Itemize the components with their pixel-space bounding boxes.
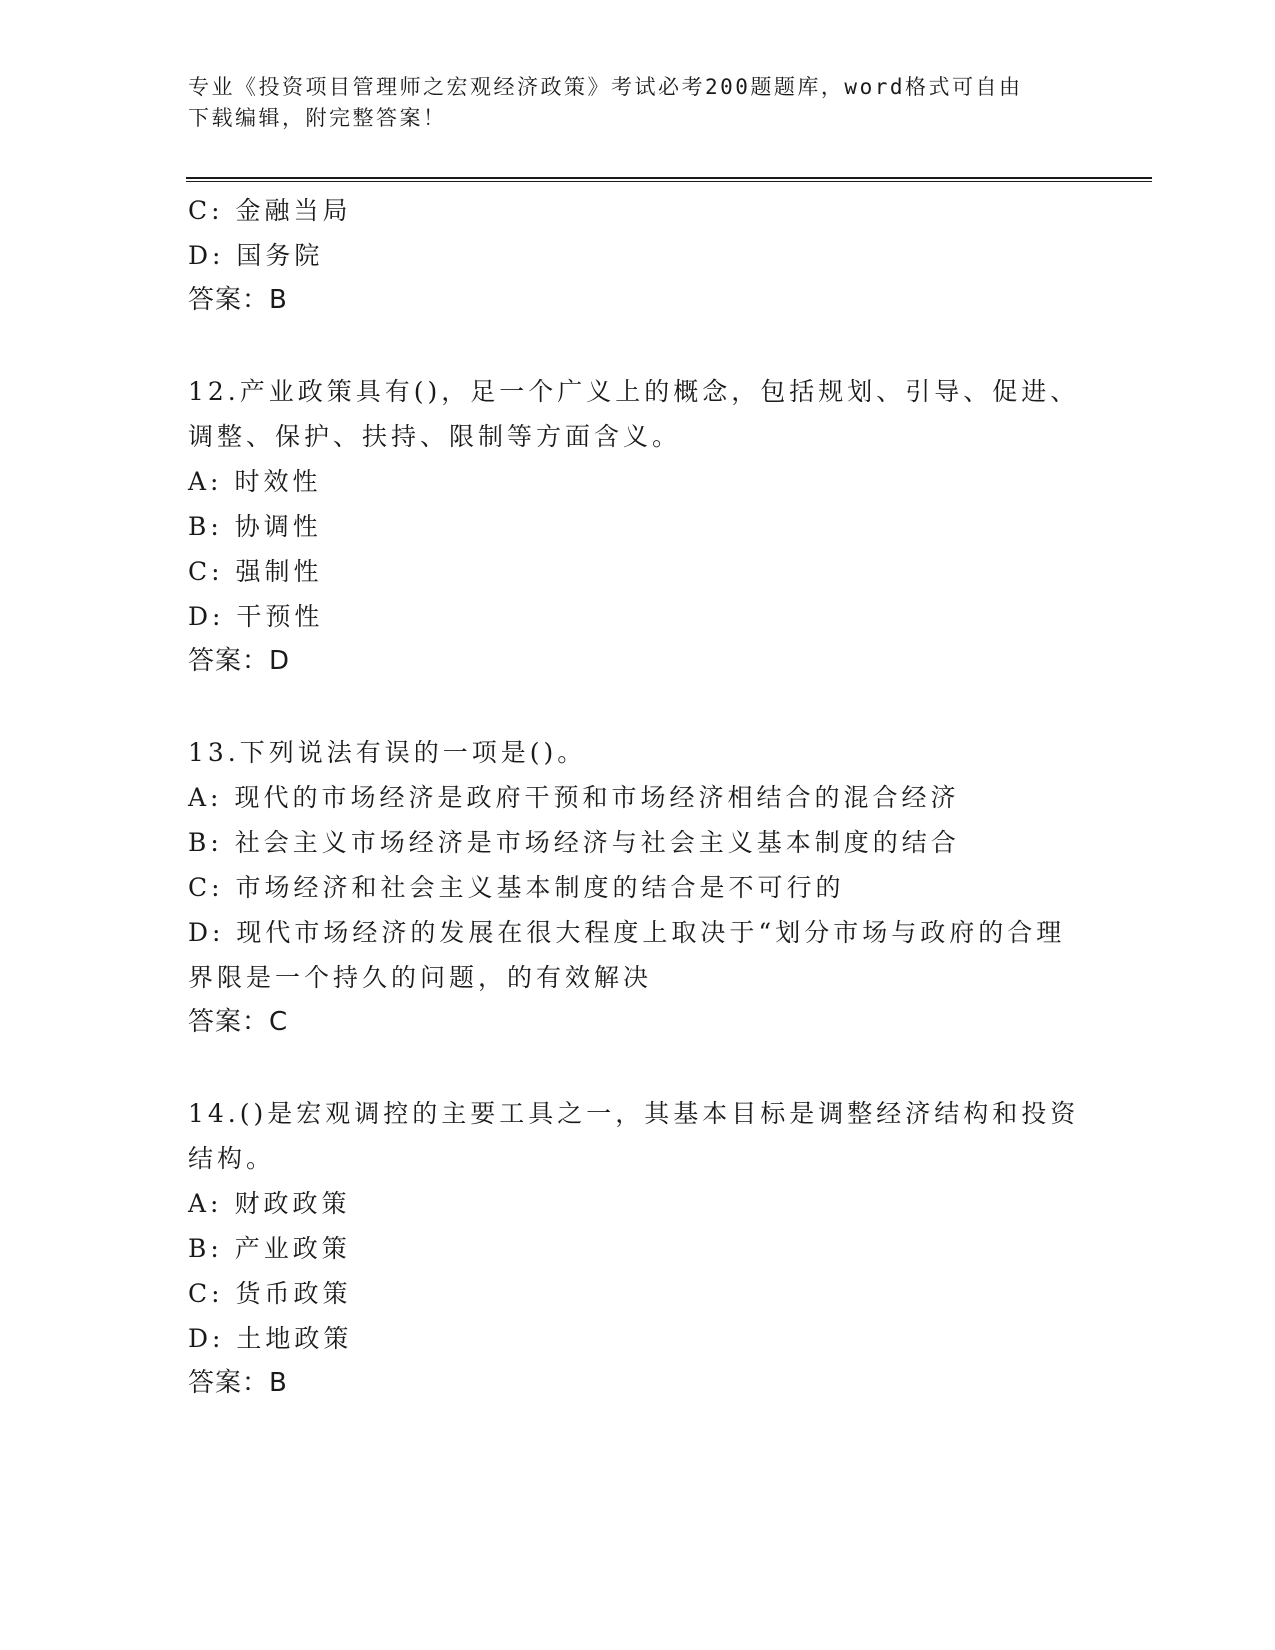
option-label: C: bbox=[188, 557, 224, 586]
option-label: C: bbox=[188, 1279, 224, 1308]
option-c bbox=[188, 865, 1088, 910]
option-text: 社会主义市场经济是市场经济与社会主义基本制度的结合 bbox=[234, 828, 960, 857]
option-label: A: bbox=[188, 467, 223, 496]
option-label: A: bbox=[188, 783, 223, 812]
page-header bbox=[188, 72, 1068, 134]
option-label: D: bbox=[188, 602, 225, 631]
option-c bbox=[188, 549, 1088, 594]
question-12 bbox=[188, 369, 1088, 684]
option-label: C: bbox=[188, 873, 224, 902]
option-label: B: bbox=[188, 512, 223, 541]
option-label: A: bbox=[188, 1189, 223, 1218]
option-text: 强制性 bbox=[235, 557, 323, 586]
option-d bbox=[188, 233, 1088, 278]
option-b bbox=[188, 504, 1088, 549]
option-text: 市场经济和社会主义基本制度的结合是不可行的 bbox=[235, 873, 845, 902]
option-label: B: bbox=[188, 1234, 223, 1263]
option-text: 现代的市场经济是政府干预和市场经济相结合的混合经济 bbox=[234, 783, 960, 812]
option-text: 产业政策 bbox=[234, 1234, 351, 1263]
option-text: 国务院 bbox=[236, 241, 324, 270]
option-label: D: bbox=[188, 241, 225, 270]
option-label: D: bbox=[188, 1324, 225, 1353]
question-stem-line: 13.下列说法有误的一项是()。 bbox=[188, 738, 587, 767]
option-a bbox=[188, 1181, 1088, 1226]
question-stem-line: 结构。 bbox=[188, 1144, 276, 1173]
question-stem-line: 12.产业政策具有()，足一个广义上的概念，包括规划、引导、促进、 bbox=[188, 377, 1080, 406]
option-label: D: bbox=[188, 918, 225, 947]
header-rule-thin bbox=[186, 181, 1152, 182]
option-label: B: bbox=[188, 828, 223, 857]
option-text: 时效性 bbox=[234, 467, 322, 496]
option-c bbox=[188, 188, 1088, 233]
option-d bbox=[188, 1316, 1088, 1361]
option-text: 协调性 bbox=[234, 512, 322, 541]
option-text: 货币政策 bbox=[235, 1279, 352, 1308]
option-c bbox=[188, 1271, 1088, 1316]
option-d-continuation: 界限是一个持久的问题，的有效解决 bbox=[188, 963, 653, 992]
answer-line: 答案：B bbox=[188, 285, 288, 315]
option-text: 财政政策 bbox=[234, 1189, 351, 1218]
document-body bbox=[188, 188, 1088, 1406]
answer-line: 答案：B bbox=[188, 1368, 288, 1398]
option-text: 干预性 bbox=[236, 602, 324, 631]
question-14 bbox=[188, 1091, 1088, 1406]
option-a bbox=[188, 459, 1088, 504]
option-text: 土地政策 bbox=[236, 1324, 353, 1353]
carryover-block bbox=[188, 188, 1088, 323]
question-13 bbox=[188, 730, 1088, 1045]
header-rule-thick bbox=[186, 177, 1152, 179]
option-label: C: bbox=[188, 196, 224, 225]
option-d bbox=[188, 594, 1088, 639]
question-stem-line: 14.()是宏观调控的主要工具之一，其基本目标是调整经济结构和投资 bbox=[188, 1099, 1080, 1128]
option-d bbox=[188, 910, 1088, 955]
answer-line: 答案：C bbox=[188, 1007, 289, 1037]
answer-line: 答案：D bbox=[188, 646, 291, 676]
option-b bbox=[188, 820, 1088, 865]
header-line-1: 专业《投资项目管理师之宏观经济政策》考试必考200题题库，word格式可自由 bbox=[188, 75, 1023, 99]
question-stem-line: 调整、保护、扶持、限制等方面含义。 bbox=[188, 422, 682, 451]
option-b bbox=[188, 1226, 1088, 1271]
header-line-2: 下载编辑，附完整答案！ bbox=[188, 106, 447, 130]
option-text: 金融当局 bbox=[235, 196, 352, 225]
option-a bbox=[188, 775, 1088, 820]
option-text: 现代市场经济的发展在很大程度上取决于“划分市场与政府的合理 bbox=[236, 918, 1066, 947]
